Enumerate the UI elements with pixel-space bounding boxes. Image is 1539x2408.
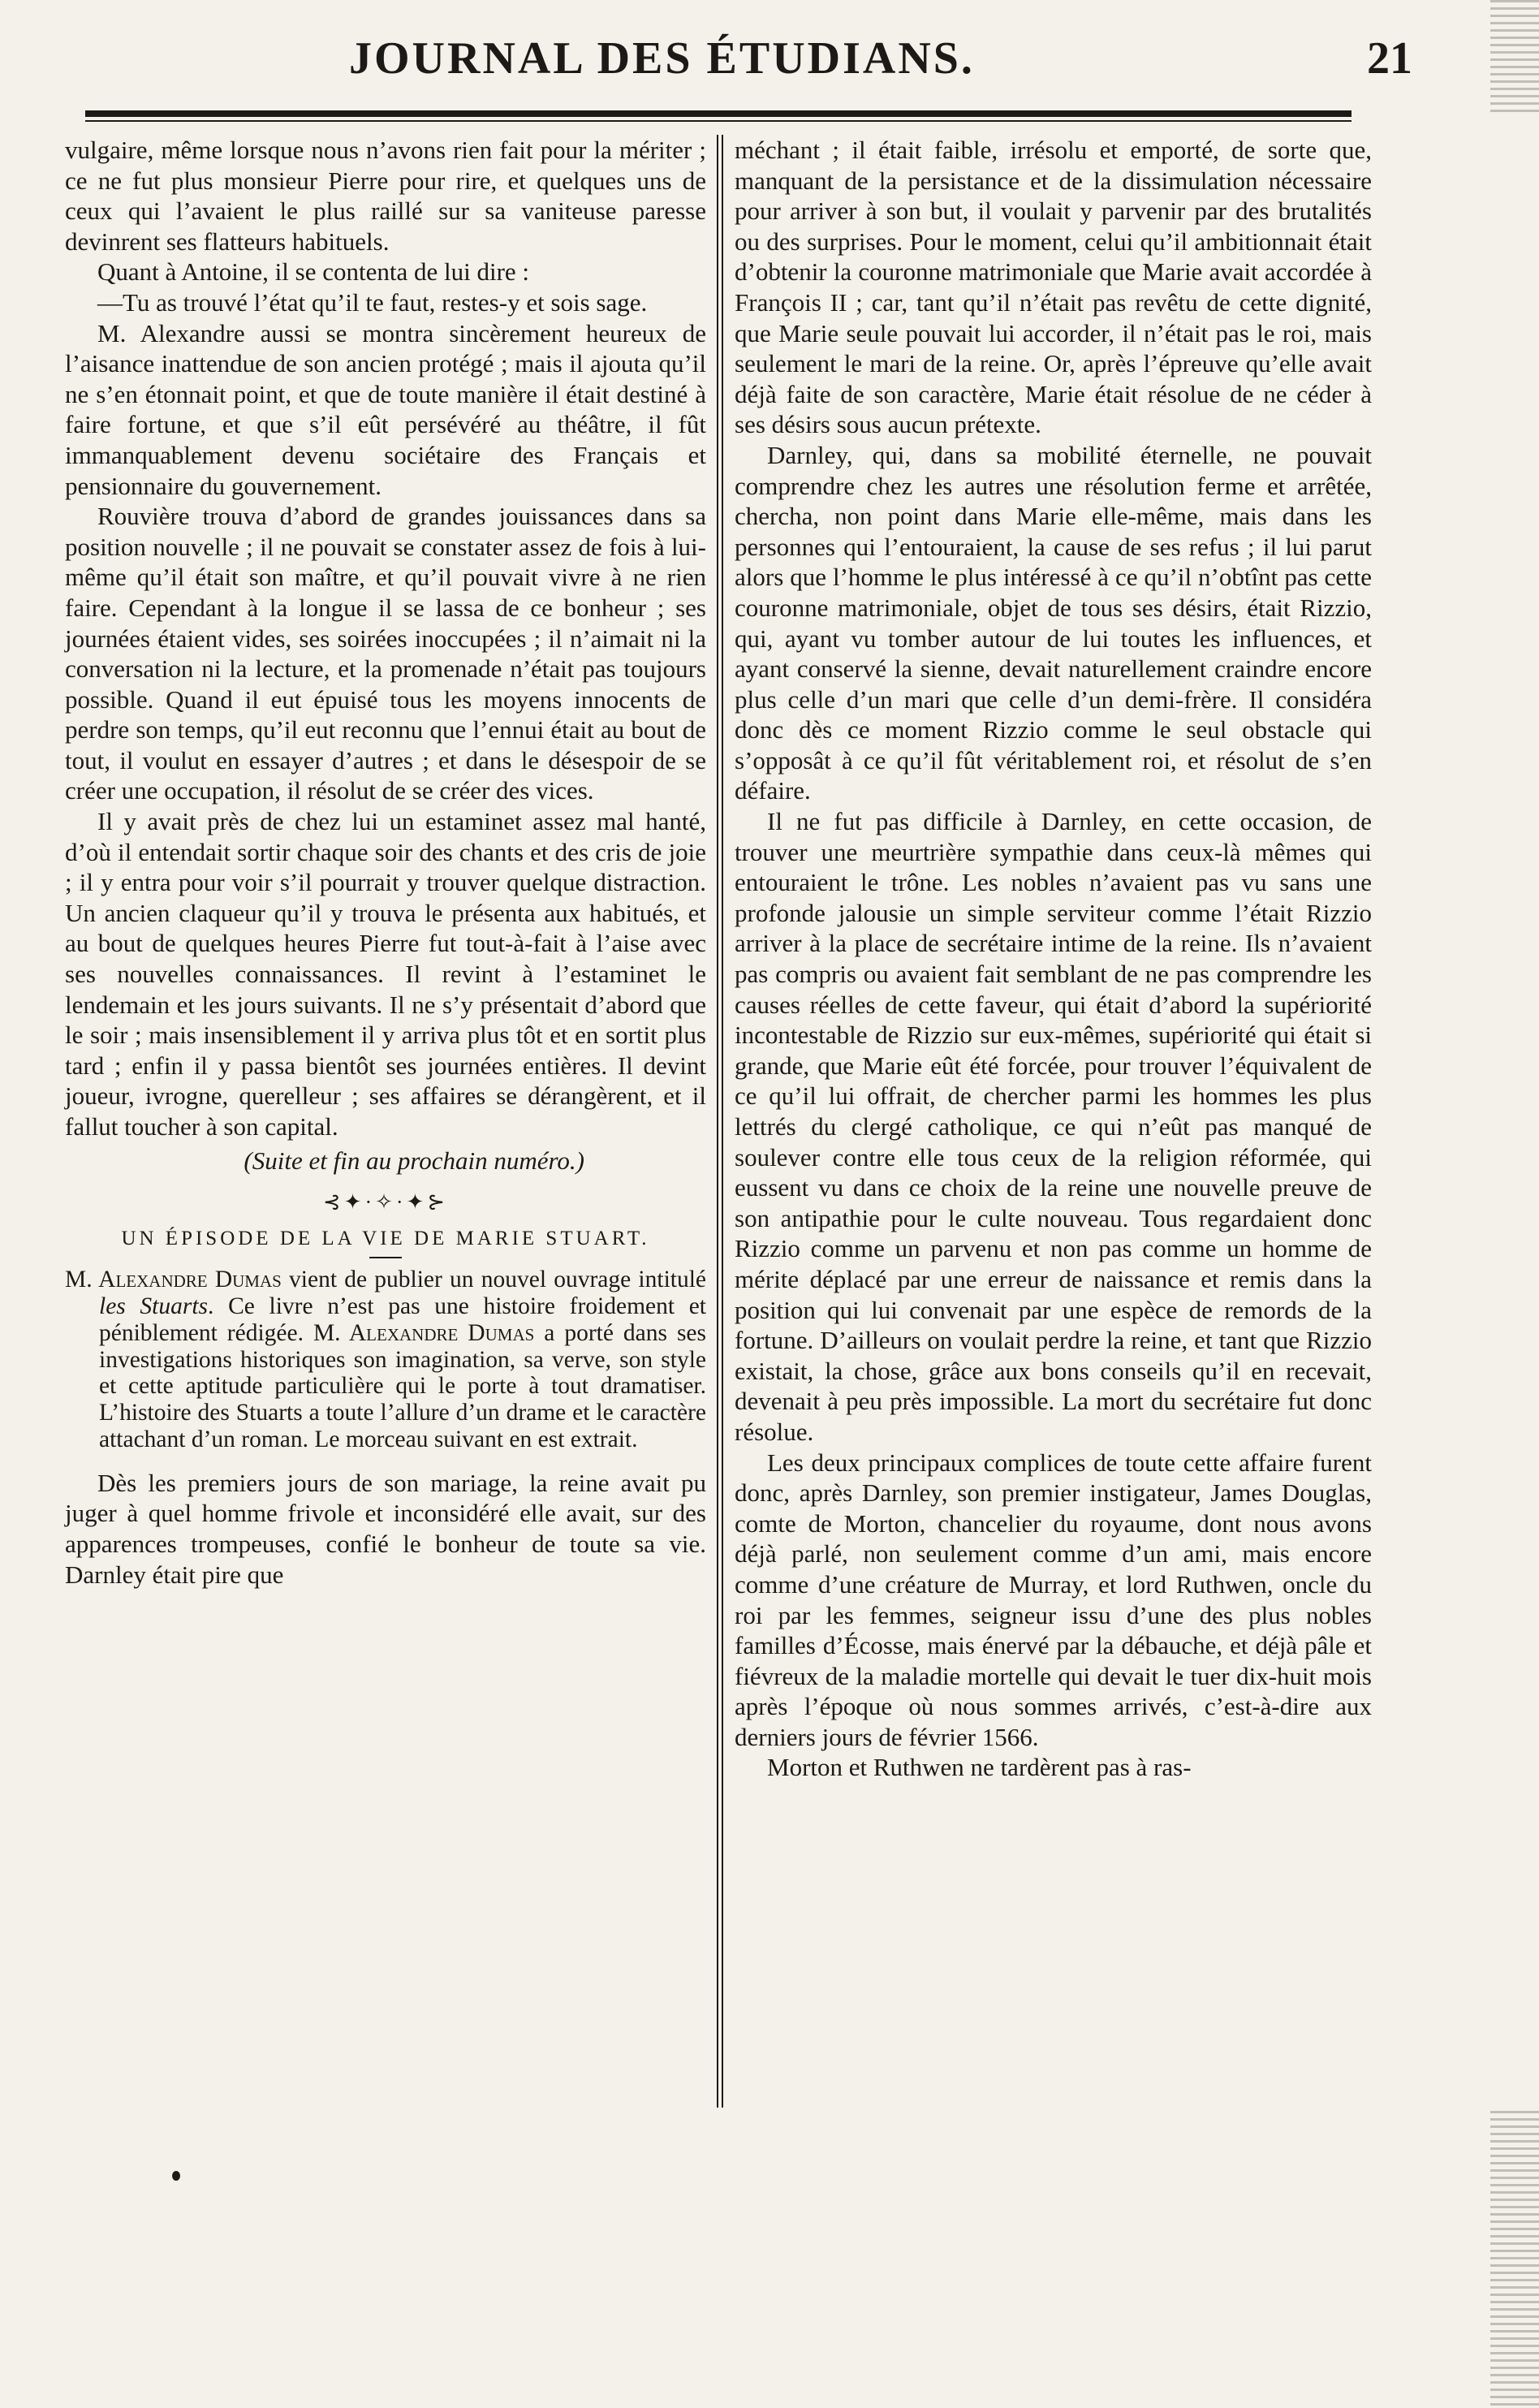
page-edge-wear xyxy=(1490,0,1539,114)
paragraph: Quant à Antoine, il se contenta de lui dire : xyxy=(97,257,530,287)
paragraph: Darnley, qui, dans sa mobilité éternelle, ne pouvait comprendre chez les autres une résolution ferme et arrêtée, chercha, non point dans Marie elle-même, mais dans les personnes qui l’entouraient, la cause de ses refus ; il lui parut alors que l’homme le plus intéressé à ce qu’il n’obtînt pas cette couronne matrimoniale, objet de tous ses désirs, était Rizzio, qui, ayant vu tomber autour de lui toutes les influences, et ayant conservé la sienne, devait naturellement craindre encore plus celle d’un mari que celle d’un demi-frère. Il considéra donc dès ce moment Rizzio comme le seul obstacle qui s’opposât à ce qu’il fût véritablement roi, et résolut de s’en défaire. xyxy=(735,440,1372,805)
paragraph: Dès les premiers jours de son mariage, la reine avait pu juger à quel homme frivole et inconsidéré elle avait, sur des apparences trompeuses, confié le bonheur de toute sa vie. Darnley était pire que xyxy=(65,1468,706,1589)
paragraph: méchant ; il était faible, irrésolu et emporté, de sorte que, manquant de la persistance et de la dissimulation nécessaire pour arriver à son but, il voulait y parvenir par des brutalités ou des surprises. Pour le moment, celui qu’il ambitionnait était d’obtenir la couronne matrimoniale que Marie avait accordée à François II ; car, tant qu’il n’était pas revêtu de cette dignité, que Marie seule pouvait lui accorder, il n’était pas le roi, mais seulement le mari de la reine. Or, après l’épreuve qu’elle avait déjà faite de son caractère, Marie était résolue de ne céder à ses désirs sous aucun prétexte. xyxy=(735,136,1372,439)
paragraph: Il ne fut pas difficile à Darnley, en cette occasion, de trouver une meurtrière sympathie dans ceux-là mêmes qui entouraient le trône. Les nobles n’avaient pas vu sans une profonde jalousie un simple serviteur comme l’était Rizzio arriver à la place de secrétaire intime de la reine. Ils n’avaient pas compris ou avaient fait semblant de ne pas comprendre les causes réelles de cette faveur, qui était d’abord la supériorité incontestable de Rizzio sur eux-mêmes, supériorité qui était si grande, que Marie eût été forcée, pour trouver l’équivalent de ce qu’il lui offrait, de chercher parmi les hommes les plus lettrés du clergé catholique, ce qui n’eût pas manqué de soulever contre elle tous ceux de la religion réformée, qui eussent vu dans ce choix de la reine une nouvelle preuve de son antipathie pour le culte nouveau. Tous regardaient donc Rizzio comme un parvenu et non pas comme un homme de mérite déplacé par une erreur de naissance et remis dans la position qui lui convenait par une espèce de remords de la fortune. D’ailleurs on voulait perdre la reine, et tant que Rizzio existait, la chose, grâce aux bons conseils qu’il en recevait, devenait à peu près impossible. La mort du secrétaire fut donc résolue. xyxy=(735,807,1372,1446)
page-number: 21 xyxy=(1367,33,1412,84)
dialogue-line: —Tu as trouvé l’état qu’il te faut, restes-y et sois sage. xyxy=(97,287,648,317)
left-column xyxy=(65,135,706,1590)
header-rule-thick xyxy=(85,110,1351,117)
right-column xyxy=(735,135,1372,1783)
note-text: a porté dans ses investigations historiques son imagination, sa verve, son style et cette aptitude particulière qui le porte à tout dramatiser. L’histoire des Stuarts a toute l’allure d’un drame et le caractère attachant d’un roman. Le morceau suivant en est extrait. xyxy=(99,1319,706,1452)
continuation-note: (Suite et fin au prochain numéro.) xyxy=(244,1146,584,1175)
note-book-title: les Stuarts xyxy=(99,1292,209,1319)
note-author: M. Alexandre Dumas xyxy=(313,1319,535,1346)
fleuron-ornament: ⊰✦·✧·✦⊱ xyxy=(322,1190,449,1215)
running-title: JOURNAL DES ÉTUDIANS. xyxy=(349,33,975,84)
section-title: UN ÉPISODE DE LA VIE DE MARIE STUART. xyxy=(121,1228,650,1250)
paragraph: Rouvière trouva d’abord de grandes jouissances dans sa position nouvelle ; il ne pouvait se constater assez de fois à lui-même qu’il était son maître, et qu’il pouvait vivre à ne rien faire. Cependant à la longue il se lassa de ce bonheur ; ses journées étaient vides, ses soirées inoccupées ; il n’aimait ni la conversation ni la lecture, et la promenade n’était pas toujours possible. Quand il eut épuisé tous les moyens innocents de perdre son temps, qu’il eut reconnu que l’ennui était au bout de tout, il voulut en essayer d’autres ; et dans le désespoir de se créer une occupation, il résolut de se créer des vices. xyxy=(65,502,706,805)
paragraph: Il y avait près de chez lui un estaminet assez mal hanté, d’où il entendait sortir chaque soir des chants et des cris de joie ; il y entra pour voir s’il pourrait y trouver quelque distraction. Un ancien claqueur qu’il y trouva le présenta aux habitués, et au bout de quelques heures Pierre fut tout-à-fait à l’aise avec ses nouvelles connaissances. Il revint à l’estaminet le lendemain et les jours suivants. Il ne s’y présentait d’abord que le soir ; mais insensiblement il y arriva plus tôt et en sortit plus tard ; enfin il y passa bientôt ses journées entières. Il devint joueur, ivrogne, querelleur ; ses affaires se dérangèrent, et il fallut toucher à son capital. xyxy=(65,807,706,1141)
paragraph: Morton et Ruthwen ne tardèrent pas à ras- xyxy=(767,1753,1192,1782)
note-author: M. Alexandre Dumas xyxy=(65,1267,282,1293)
column-divider xyxy=(717,135,718,2108)
column-divider xyxy=(722,135,723,2108)
paragraph: vulgaire, même lorsque nous n’avons rien fait pour la mériter ; ce ne fut plus monsieur Pierre pour rire, et quelques uns de ceux qui l’avaient le plus raillé sur sa vaniteuse paresse devinrent ses flatteurs habituels. xyxy=(65,136,706,256)
ink-dot xyxy=(172,2171,180,2181)
note-text: . Ce livre n’est pas une histoire froidement et péniblement rédigée. xyxy=(99,1292,707,1346)
note-text: vient de publier un nouvel ouvrage intitulé xyxy=(281,1267,707,1293)
paragraph: M. Alexandre aussi se montra sincèrement heureux de l’aisance inattendue de son ancien protégé ; mais il ajouta qu’il ne s’en étonnait point, et que de toute manière il était destiné à faire fortune, et que s’il eût persévéré au théâtre, il fût immanquablement devenu sociétaire des Français et pensionnaire du gouvernement. xyxy=(65,318,706,500)
header-rule-thin xyxy=(85,120,1351,122)
editorial-note xyxy=(65,1267,706,1453)
title-rule xyxy=(369,1257,402,1258)
page-edge-wear xyxy=(1490,2111,1539,2408)
paragraph: Les deux principaux complices de toute cette affaire furent donc, après Darnley, son premier instigateur, James Douglas, comte de Morton, chancelier du royaume, dont nous avons déjà parlé, non seulement comme d’un ami, mais encore comme d’une créature de Murray, et lord Ruthwen, oncle du roi par les femmes, seigneur issu d’une des plus nobles familles d’Écosse, mais énervé par la débauche, et déjà pâle et fiévreux de la maladie mortelle qui devait le tuer dix-huit mois après l’époque où nous sommes arrivés, c’est-à-dire aux derniers jours de février 1566. xyxy=(735,1448,1372,1751)
page-header xyxy=(81,32,1412,97)
